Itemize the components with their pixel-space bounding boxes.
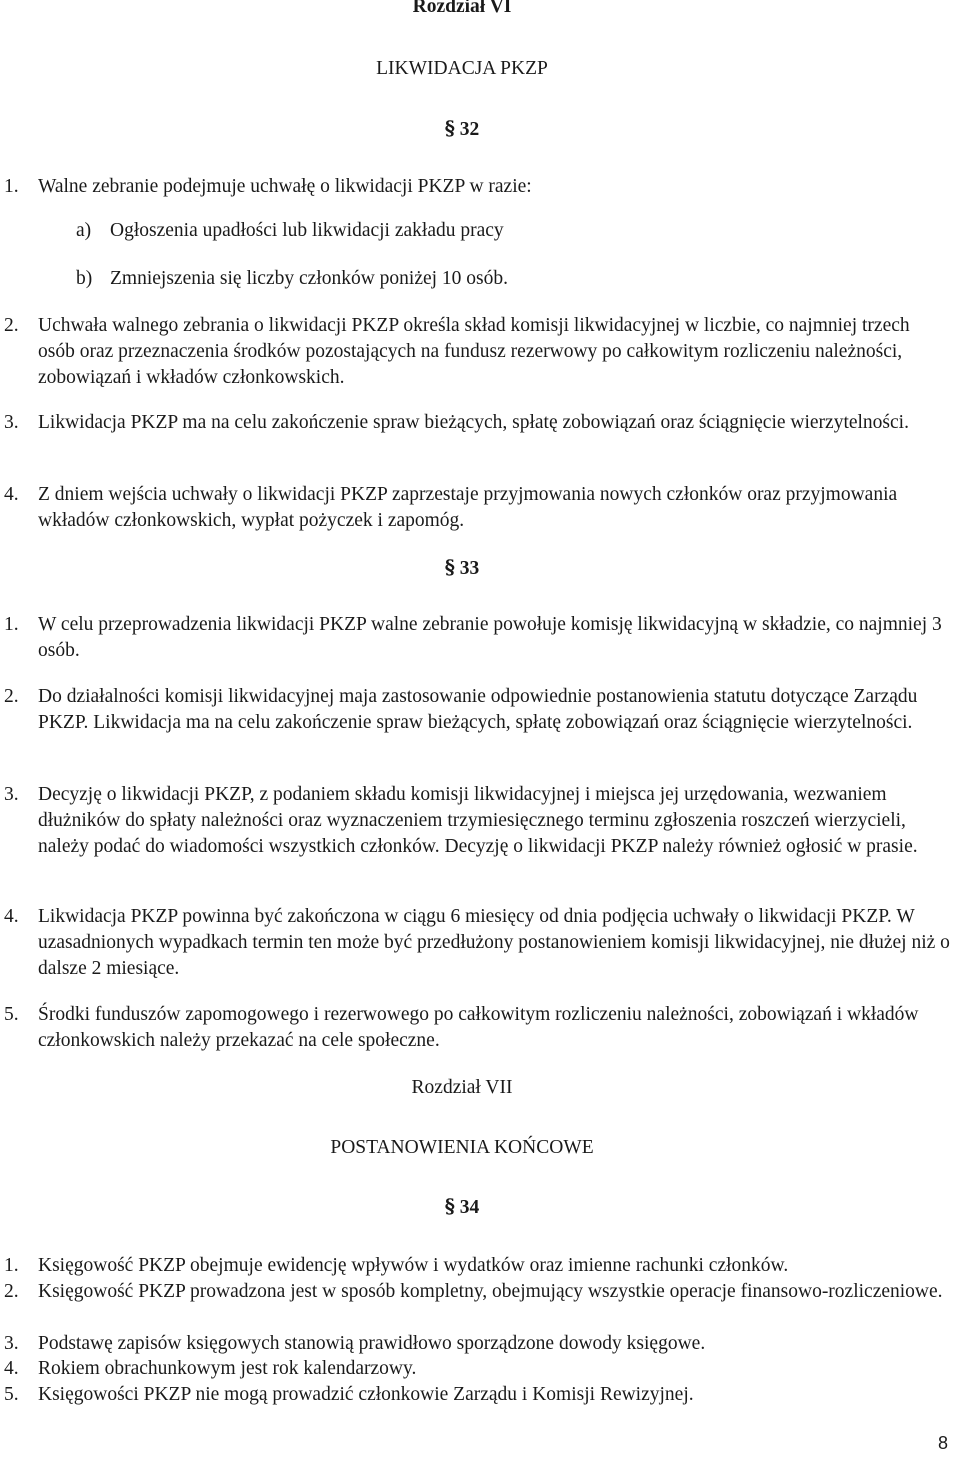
- section-heading-32: [0, 116, 924, 143]
- item-text: Do działalności komisji likwidacyjnej maja zastosowanie odpowiednie postanowienia statutu dotyczące Zarządu PKZP. Likwidacja ma na celu zakończenie spraw bieżących, spłatę zobowiązań oraz ściągnięcie wierzytelności.: [38, 686, 918, 733]
- item-number: 2.: [4, 1281, 19, 1302]
- chapter-subtitle: LIKWIDACJA PKZP: [376, 58, 548, 79]
- item-text: Likwidacja PKZP powinna być zakończona w ciągu 6 miesięcy od dnia podjęcia uchwały o likwidacji PKZP. W uzasadnionych wypadkach termin ten może być przedłużony postanowieniem komisji likwidacyjnej, nie dłużej niż o dalsze 2 miesiące.: [38, 906, 950, 979]
- section-mark: §: [444, 117, 455, 140]
- item-number: 1.: [4, 1255, 19, 1276]
- section-number: 33: [459, 558, 480, 579]
- item-text: Podstawę zapisów księgowych stanowią prawidłowo sporządzone dowody księgowe.: [38, 1333, 706, 1354]
- sub-item-text: Ogłoszenia upadłości lub likwidacji zakładu pracy: [110, 220, 504, 241]
- item-number: 5.: [4, 1384, 19, 1405]
- item-number: 2.: [4, 315, 19, 336]
- item-number: 3.: [4, 412, 19, 433]
- item-number: 4.: [4, 1358, 19, 1379]
- item-number: 4.: [4, 484, 19, 505]
- item-text: Środki funduszów zapomogowego i rezerwowego po całkowitym rozliczeniu należności, zobowiązań i wkładów członkowskich należy przekazać na cele społeczne.: [38, 1004, 919, 1051]
- chapter-title: Rozdział VII: [411, 1077, 513, 1098]
- item-text: Księgowość PKZP prowadzona jest w sposób kompletny, obejmujący wszystkie operacje finansowo-rozliczeniowe.: [38, 1281, 943, 1302]
- item-number: 1.: [4, 176, 19, 197]
- section-mark: §: [444, 556, 455, 579]
- item-number: 1.: [4, 614, 19, 635]
- page-number: 8: [937, 1433, 948, 1453]
- section-number: 34: [459, 1197, 480, 1218]
- sub-item-text: Zmniejszenia się liczby członków poniżej 10 osób.: [110, 268, 509, 289]
- item-text: Likwidacja PKZP ma na celu zakończenie spraw bieżących, spłatę zobowiązań oraz ściągnięcie wierzytelności.: [38, 412, 909, 433]
- item-text: Rokiem obrachunkowym jest rok kalendarzowy.: [38, 1358, 417, 1379]
- section-heading-33: [0, 555, 924, 582]
- section-heading-34: [0, 1194, 924, 1221]
- item-text: Księgowości PKZP nie mogą prowadzić członkowie Zarządu i Komisji Rewizyjnej.: [38, 1384, 694, 1405]
- item-number: 3.: [4, 1333, 19, 1354]
- item-text: Z dniem wejścia uchwały o likwidacji PKZP zaprzestaje przyjmowania nowych członków oraz przyjmowania wkładów członkowskich, wypłat pożyczek i zapomóg.: [38, 484, 898, 531]
- item-number: 5.: [4, 1004, 19, 1025]
- item-text: Decyzję o likwidacji PKZP, z podaniem składu komisji likwidacyjnej i miejsca jej urzędowania, wezwaniem dłużników do spłaty należności oraz wyznaczeniem trzymiesięcznego terminu zgłoszenia roszczeń wierzycieli, należy podać do wiadomości wszystkich członków. Decyzję o likwidacji PKZP należy również ogłosić w prasie.: [38, 784, 918, 857]
- section-number: 32: [459, 119, 480, 140]
- item-text: Uchwała walnego zebrania o likwidacji PKZP określa skład komisji likwidacyjnej w liczbie, co najmniej trzech osób oraz przeznaczenia środków pozostających na fundusz rezerwowy po całkowitym rozliczeniu należności, zobowiązań i wkładów członkowskich.: [38, 315, 910, 388]
- chapter-subtitle: POSTANOWIENIA KOŃCOWE: [330, 1137, 594, 1158]
- sub-item-letter: a): [76, 220, 92, 241]
- chapter-title: Rozdział VI: [412, 0, 512, 17]
- item-text: Walne zebranie podejmuje uchwałę o likwidacji PKZP w razie:: [38, 176, 532, 197]
- item-text: W celu przeprowadzenia likwidacji PKZP walne zebranie powołuje komisję likwidacyjną w składzie, co najmniej 3 osób.: [38, 614, 942, 661]
- section-mark: §: [444, 1195, 455, 1218]
- item-number: 3.: [4, 784, 19, 805]
- sub-item-letter: b): [76, 268, 93, 289]
- item-text: Księgowość PKZP obejmuje ewidencję wpływów i wydatków oraz imienne rachunki członków.: [38, 1255, 789, 1276]
- item-number: 4.: [4, 906, 19, 927]
- item-number: 2.: [4, 686, 19, 707]
